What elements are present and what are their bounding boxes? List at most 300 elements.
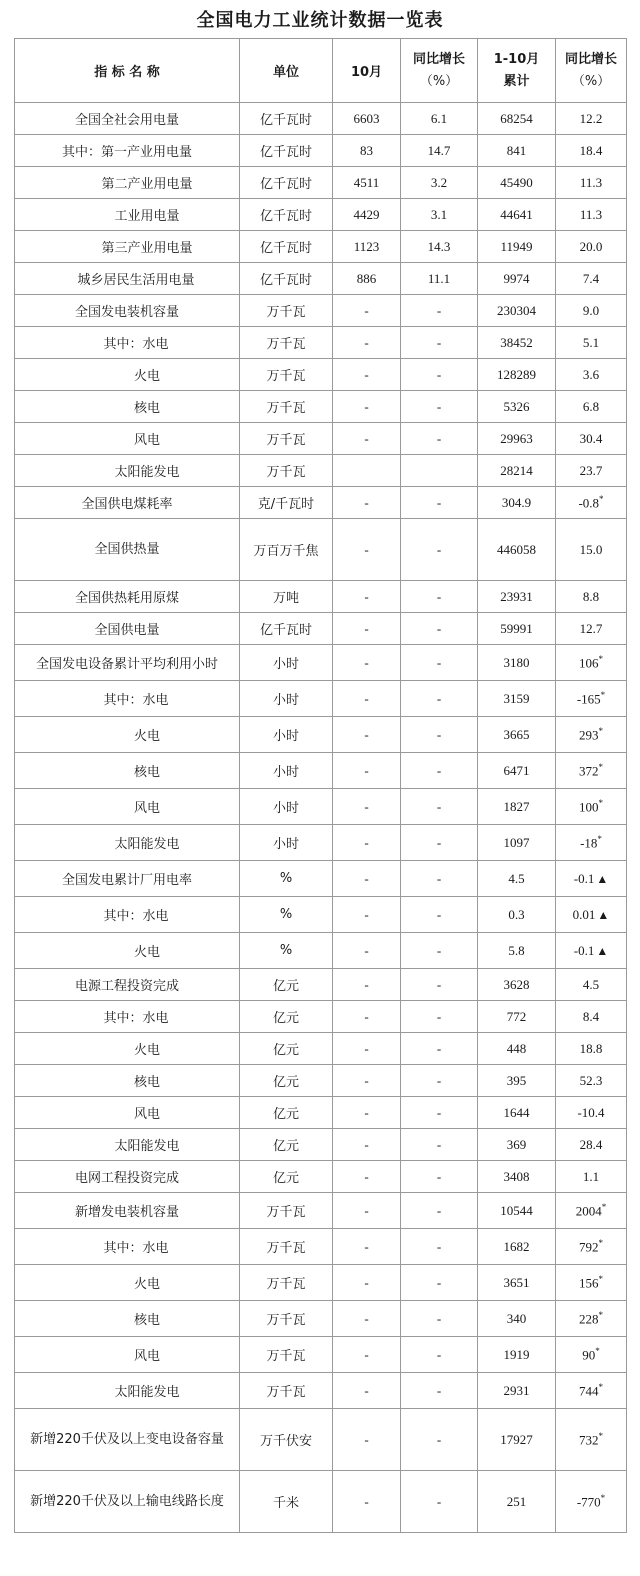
october-value-text: - xyxy=(364,1274,369,1290)
indicator-name-text: 全国发电装机容量 xyxy=(74,305,179,320)
cumulative-value xyxy=(478,825,556,861)
table-row xyxy=(15,789,627,825)
asterisk-note-mark: * xyxy=(601,1201,607,1212)
yoy-cumulative-value xyxy=(556,423,627,455)
yoy-month-value-text: - xyxy=(436,942,442,958)
yoy-month-value-text: - xyxy=(436,1238,442,1254)
yoy-cumulative-value xyxy=(556,1373,627,1409)
indicator-name-text: 其中：水电 xyxy=(103,693,169,708)
yoy-cumulative-value-text: 30.4 xyxy=(579,430,603,446)
cumulative-value xyxy=(478,789,556,825)
cumulative-value-text: 230304 xyxy=(497,302,536,318)
indicator-name-text: 其中：水电 xyxy=(103,1011,169,1026)
header-yoy-month-line1: 同比增长 xyxy=(412,51,465,67)
header-yoy-month-line2: （%） xyxy=(419,73,459,89)
indicator-name-text: 全国供热耗用原煤 xyxy=(74,591,179,606)
unit-cell-text: 万千瓦 xyxy=(266,369,306,384)
yoy-cumulative-value xyxy=(556,103,627,135)
unit-cell xyxy=(240,1001,333,1033)
indicator-name xyxy=(15,645,240,681)
yoy-month-value-text: - xyxy=(436,494,442,510)
yoy-cumulative-value-text: 156 xyxy=(579,1275,599,1291)
table-row xyxy=(15,753,627,789)
indicator-name-text: 工业用电量 xyxy=(114,209,180,224)
yoy-cumulative-value xyxy=(556,327,627,359)
october-value xyxy=(333,263,401,295)
yoy-month-value-text: - xyxy=(436,690,442,706)
yoy-cumulative-value-text: 6.8 xyxy=(582,398,600,414)
asterisk-note-mark: * xyxy=(598,1273,603,1284)
yoy-month-value xyxy=(401,327,478,359)
asterisk-note-mark: * xyxy=(598,1237,603,1248)
yoy-month-value-text: - xyxy=(436,762,442,778)
october-value-text: 4511 xyxy=(353,174,380,190)
yoy-month-value-text: - xyxy=(436,1346,442,1362)
yoy-cumulative-value xyxy=(556,263,627,295)
cumulative-value-text: 3180 xyxy=(503,654,530,670)
table-row xyxy=(15,1033,627,1065)
table-row xyxy=(15,1471,627,1533)
cumulative-value xyxy=(478,455,556,487)
unit-cell-text: 万千瓦 xyxy=(266,305,306,320)
indicator-name xyxy=(15,423,240,455)
yoy-month-value-text: - xyxy=(436,334,442,350)
indicator-name-text: 全国供电量 xyxy=(94,623,160,638)
cumulative-value xyxy=(478,199,556,231)
table-row xyxy=(15,263,627,295)
yoy-cumulative-value xyxy=(556,1065,627,1097)
yoy-cumulative-value-text: 5.1 xyxy=(582,334,600,350)
yoy-cumulative-value xyxy=(556,1409,627,1471)
cumulative-value xyxy=(478,327,556,359)
yoy-cumulative-value-text: 0.01 xyxy=(572,906,596,922)
october-value-text: - xyxy=(364,798,369,814)
october-value-text: - xyxy=(364,588,369,604)
yoy-cumulative-value-text: 11.3 xyxy=(579,174,603,190)
unit-cell-text: 亿千瓦时 xyxy=(259,623,312,638)
yoy-cumulative-value-text: 732 xyxy=(579,1432,599,1448)
header-yoy-cumulative xyxy=(556,39,627,103)
unit-cell xyxy=(240,359,333,391)
indicator-name xyxy=(15,103,240,135)
cumulative-value-text: 1644 xyxy=(503,1104,530,1120)
yoy-cumulative-value xyxy=(556,1161,627,1193)
yoy-cumulative-value-text: 372 xyxy=(579,763,599,779)
table-row xyxy=(15,1301,627,1337)
indicator-name xyxy=(15,1471,240,1533)
indicator-name-text: 核电 xyxy=(133,765,160,780)
yoy-cumulative-value-text: -18 xyxy=(580,835,598,851)
yoy-cumulative-value xyxy=(556,1193,627,1229)
unit-cell-text: 亿千瓦时 xyxy=(259,145,312,160)
october-value-text: - xyxy=(364,1431,369,1447)
indicator-name xyxy=(15,1265,240,1301)
indicator-name xyxy=(15,359,240,391)
yoy-month-value xyxy=(401,1161,478,1193)
cumulative-value-text: 841 xyxy=(506,142,527,158)
yoy-month-value xyxy=(401,897,478,933)
table-row xyxy=(15,717,627,753)
indicator-name xyxy=(15,1409,240,1471)
yoy-month-value xyxy=(401,103,478,135)
yoy-month-value xyxy=(401,681,478,717)
yoy-month-value-text: - xyxy=(436,1168,442,1184)
yoy-cumulative-value xyxy=(556,1229,627,1265)
unit-cell xyxy=(240,1265,333,1301)
cumulative-value xyxy=(478,1337,556,1373)
table-row xyxy=(15,1409,627,1471)
yoy-cumulative-value xyxy=(556,231,627,263)
october-value xyxy=(333,581,401,613)
october-value xyxy=(333,645,401,681)
yoy-month-value xyxy=(401,1301,478,1337)
asterisk-note-mark: * xyxy=(600,689,606,700)
indicator-name xyxy=(15,199,240,231)
cumulative-value xyxy=(478,681,556,717)
cumulative-value xyxy=(478,1265,556,1301)
yoy-month-value xyxy=(401,1229,478,1265)
triangle-marker-icon: ▲ xyxy=(597,907,610,922)
unit-cell-text: 亿元 xyxy=(272,1011,299,1026)
yoy-month-value xyxy=(401,423,478,455)
yoy-month-value xyxy=(401,519,478,581)
cumulative-value-text: 29963 xyxy=(500,430,533,446)
yoy-month-value xyxy=(401,861,478,897)
table-row xyxy=(15,645,627,681)
october-value-text: - xyxy=(364,1136,369,1152)
october-value-text: - xyxy=(364,1008,369,1024)
yoy-month-value xyxy=(401,581,478,613)
october-value-text: - xyxy=(364,690,369,706)
yoy-month-value-text: - xyxy=(436,1040,442,1056)
yoy-cumulative-value-text: 744 xyxy=(579,1383,599,1399)
october-value xyxy=(333,1229,401,1265)
indicator-name xyxy=(15,519,240,581)
table-row xyxy=(15,1265,627,1301)
indicator-name xyxy=(15,681,240,717)
yoy-month-value xyxy=(401,717,478,753)
october-value xyxy=(333,1373,401,1409)
indicator-name-text: 核电 xyxy=(133,1075,160,1090)
yoy-cumulative-value xyxy=(556,359,627,391)
cumulative-value-text: 340 xyxy=(506,1310,527,1326)
unit-cell xyxy=(240,1033,333,1065)
indicator-name xyxy=(15,1161,240,1193)
yoy-month-value-text: - xyxy=(436,398,442,414)
unit-cell xyxy=(240,581,333,613)
yoy-month-value-text: - xyxy=(436,366,442,382)
table-row xyxy=(15,1129,627,1161)
unit-cell xyxy=(240,167,333,199)
october-value-text: 1123 xyxy=(353,238,380,254)
october-value xyxy=(333,861,401,897)
october-value xyxy=(333,1265,401,1301)
header-unit: 单位 xyxy=(240,39,333,103)
indicator-name-text: 电网工程投资完成 xyxy=(74,1171,179,1186)
yoy-month-value-text: - xyxy=(436,906,442,922)
indicator-name xyxy=(15,897,240,933)
asterisk-note-mark: * xyxy=(598,1430,603,1441)
unit-cell xyxy=(240,969,333,1001)
october-value-text: - xyxy=(364,906,369,922)
yoy-month-value xyxy=(401,1193,478,1229)
yoy-month-value xyxy=(401,135,478,167)
unit-cell-text: 万百万千焦 xyxy=(253,544,319,559)
yoy-cumulative-value xyxy=(556,825,627,861)
cumulative-value-text: 3159 xyxy=(503,690,530,706)
table-row xyxy=(15,359,627,391)
yoy-cumulative-value xyxy=(556,391,627,423)
unit-cell-text: 小时 xyxy=(272,765,299,780)
yoy-cumulative-value xyxy=(556,933,627,969)
yoy-cumulative-value-text: 52.3 xyxy=(579,1072,603,1088)
unit-cell-text: 万千伏安 xyxy=(259,1434,312,1449)
unit-cell xyxy=(240,135,333,167)
page-title: 全国电力工业统计数据一览表 xyxy=(196,10,444,31)
header-cumulative-line2: 累计 xyxy=(503,73,530,89)
october-value xyxy=(333,753,401,789)
indicator-name xyxy=(15,717,240,753)
indicator-name-text: 其中：水电 xyxy=(103,337,169,352)
indicator-name-text: 核电 xyxy=(133,401,160,416)
cumulative-value-text: 3628 xyxy=(503,976,530,992)
unit-cell xyxy=(240,753,333,789)
cumulative-value-text: 772 xyxy=(506,1008,527,1024)
yoy-month-value xyxy=(401,295,478,327)
yoy-month-value xyxy=(401,1065,478,1097)
asterisk-note-mark: * xyxy=(599,493,604,504)
yoy-month-value xyxy=(401,1129,478,1161)
yoy-month-value xyxy=(401,1033,478,1065)
indicator-name-text: 太阳能发电 xyxy=(114,837,180,852)
indicator-name xyxy=(15,455,240,487)
cumulative-value xyxy=(478,487,556,519)
cumulative-value xyxy=(478,1129,556,1161)
indicator-name xyxy=(15,933,240,969)
yoy-month-value xyxy=(401,263,478,295)
october-value xyxy=(333,1001,401,1033)
cumulative-value xyxy=(478,1065,556,1097)
table-row xyxy=(15,199,627,231)
cumulative-value-text: 1682 xyxy=(503,1238,530,1254)
cumulative-value xyxy=(478,753,556,789)
indicator-name xyxy=(15,581,240,613)
asterisk-note-mark: * xyxy=(600,1492,606,1503)
yoy-cumulative-value xyxy=(556,135,627,167)
indicator-name-text: 新增220千伏及以上输电线路长度 xyxy=(30,1493,224,1509)
cumulative-value xyxy=(478,1301,556,1337)
unit-cell xyxy=(240,423,333,455)
header-cumulative-line1: 1-10月 xyxy=(493,51,540,67)
indicator-name-text: 第三产业用电量 xyxy=(101,241,193,256)
yoy-month-value-text: 3.2 xyxy=(430,174,448,190)
cumulative-value xyxy=(478,1033,556,1065)
indicator-name xyxy=(15,327,240,359)
table-row xyxy=(15,613,627,645)
indicator-name xyxy=(15,1337,240,1373)
yoy-cumulative-value-text: 8.8 xyxy=(582,588,600,604)
cumulative-value-text: 395 xyxy=(506,1072,527,1088)
october-value xyxy=(333,1161,401,1193)
unit-cell-text: 亿元 xyxy=(272,1107,299,1122)
unit-cell-text: 万千瓦 xyxy=(266,1241,306,1256)
yoy-cumulative-value-text: 12.7 xyxy=(579,620,603,636)
october-value xyxy=(333,613,401,645)
yoy-month-value-text: - xyxy=(436,430,442,446)
header-yoy-month xyxy=(401,39,478,103)
october-value-text: - xyxy=(364,1168,369,1184)
cumulative-value-text: 11949 xyxy=(500,238,533,254)
cumulative-value-text: 6471 xyxy=(503,762,530,778)
asterisk-note-mark: * xyxy=(595,1345,600,1356)
yoy-month-value xyxy=(401,1265,478,1301)
yoy-cumulative-value xyxy=(556,1337,627,1373)
cumulative-value-text: 38452 xyxy=(500,334,533,350)
unit-cell xyxy=(240,717,333,753)
cumulative-value xyxy=(478,581,556,613)
yoy-month-value-text: - xyxy=(436,1431,442,1447)
indicator-name xyxy=(15,861,240,897)
unit-cell-text: 亿千瓦时 xyxy=(259,273,312,288)
header-yoy-cumulative-line2: （%） xyxy=(571,73,611,89)
october-value xyxy=(333,199,401,231)
october-value-text: 6603 xyxy=(353,110,380,126)
cumulative-value xyxy=(478,1409,556,1471)
indicator-name xyxy=(15,391,240,423)
october-value-text: 886 xyxy=(356,270,377,286)
header-row xyxy=(15,39,627,103)
cumulative-value-text: 448 xyxy=(506,1040,527,1056)
unit-cell-text: 千米 xyxy=(272,1496,299,1511)
yoy-cumulative-value-text: -0.1 xyxy=(573,942,595,958)
table-row xyxy=(15,933,627,969)
indicator-name xyxy=(15,1001,240,1033)
asterisk-note-mark: * xyxy=(598,1309,603,1320)
table-row xyxy=(15,1229,627,1265)
yoy-month-value-text: 14.7 xyxy=(427,142,451,158)
cumulative-value-text: 5.8 xyxy=(508,942,525,958)
cumulative-value xyxy=(478,613,556,645)
cumulative-value-text: 28214 xyxy=(500,462,533,478)
asterisk-note-mark: * xyxy=(597,833,602,844)
cumulative-value-text: 44641 xyxy=(500,206,533,222)
yoy-cumulative-value xyxy=(556,897,627,933)
indicator-name xyxy=(15,969,240,1001)
indicator-name xyxy=(15,613,240,645)
yoy-cumulative-value-text: 23.7 xyxy=(579,462,603,478)
cumulative-value-text: 10544 xyxy=(500,1202,533,1218)
yoy-month-value xyxy=(401,645,478,681)
indicator-name-text: 火电 xyxy=(133,729,160,744)
unit-cell-text: % xyxy=(279,871,293,886)
unit-cell xyxy=(240,391,333,423)
october-value xyxy=(333,789,401,825)
yoy-month-value-text: - xyxy=(436,1202,442,1218)
yoy-month-value xyxy=(401,825,478,861)
unit-cell xyxy=(240,1229,333,1265)
cumulative-value xyxy=(478,103,556,135)
indicator-name xyxy=(15,1373,240,1409)
yoy-month-value xyxy=(401,167,478,199)
yoy-month-value xyxy=(401,753,478,789)
unit-cell xyxy=(240,933,333,969)
yoy-month-value xyxy=(401,1373,478,1409)
table-row xyxy=(15,103,627,135)
yoy-cumulative-value xyxy=(556,295,627,327)
october-value xyxy=(333,103,401,135)
cumulative-value-text: 128289 xyxy=(497,366,536,382)
october-value-text: 83 xyxy=(360,142,373,158)
unit-cell-text: 万吨 xyxy=(272,591,299,606)
yoy-month-value xyxy=(401,1471,478,1533)
cumulative-value xyxy=(478,1471,556,1533)
october-value-text: - xyxy=(364,870,369,886)
indicator-name-text: 新增发电装机容量 xyxy=(74,1205,179,1220)
october-value-text: - xyxy=(364,541,369,557)
indicator-name xyxy=(15,825,240,861)
indicator-name-text: 城乡居民生活用电量 xyxy=(77,273,195,288)
yoy-month-value-text: 3.1 xyxy=(430,206,448,222)
october-value xyxy=(333,933,401,969)
unit-cell-text: 小时 xyxy=(272,837,299,852)
unit-cell xyxy=(240,645,333,681)
october-value xyxy=(333,1193,401,1229)
table-row xyxy=(15,295,627,327)
yoy-cumulative-value xyxy=(556,681,627,717)
cumulative-value xyxy=(478,1373,556,1409)
unit-cell xyxy=(240,1193,333,1229)
october-value-text: - xyxy=(364,976,369,992)
unit-cell-text: 万千瓦 xyxy=(266,1313,306,1328)
unit-cell-text: 万千瓦 xyxy=(266,433,306,448)
yoy-cumulative-value xyxy=(556,1129,627,1161)
cumulative-value-text: 0.3 xyxy=(508,906,525,922)
unit-cell xyxy=(240,263,333,295)
table-body xyxy=(15,103,627,1533)
yoy-cumulative-value xyxy=(556,753,627,789)
cumulative-value-text: 1827 xyxy=(503,798,530,814)
table-row xyxy=(15,519,627,581)
indicator-name-text: 全国全社会用电量 xyxy=(74,113,179,128)
october-value xyxy=(333,717,401,753)
october-value-text: - xyxy=(364,762,369,778)
october-value xyxy=(333,825,401,861)
cumulative-value xyxy=(478,1193,556,1229)
table-row xyxy=(15,897,627,933)
yoy-month-value xyxy=(401,391,478,423)
indicator-name-text: 其中：水电 xyxy=(103,1241,169,1256)
indicator-name-text: 风电 xyxy=(133,1107,160,1122)
header-october: 10月 xyxy=(333,39,401,103)
yoy-cumulative-value-text: 28.4 xyxy=(579,1136,603,1152)
yoy-cumulative-value-text: 90 xyxy=(582,1347,596,1363)
table-row xyxy=(15,1337,627,1373)
october-value-text: 4429 xyxy=(353,206,380,222)
cumulative-value xyxy=(478,861,556,897)
yoy-cumulative-value-text: 2004 xyxy=(575,1203,602,1219)
cumulative-value xyxy=(478,969,556,1001)
unit-cell xyxy=(240,487,333,519)
october-value-text: - xyxy=(364,494,369,510)
unit-cell xyxy=(240,681,333,717)
yoy-month-value-text: - xyxy=(436,870,442,886)
yoy-month-value xyxy=(401,969,478,1001)
yoy-month-value-text: - xyxy=(436,1104,442,1120)
yoy-cumulative-value-text: -770 xyxy=(576,1494,601,1510)
yoy-cumulative-value xyxy=(556,581,627,613)
table-row xyxy=(15,1193,627,1229)
cumulative-value-text: 4.5 xyxy=(508,870,525,886)
